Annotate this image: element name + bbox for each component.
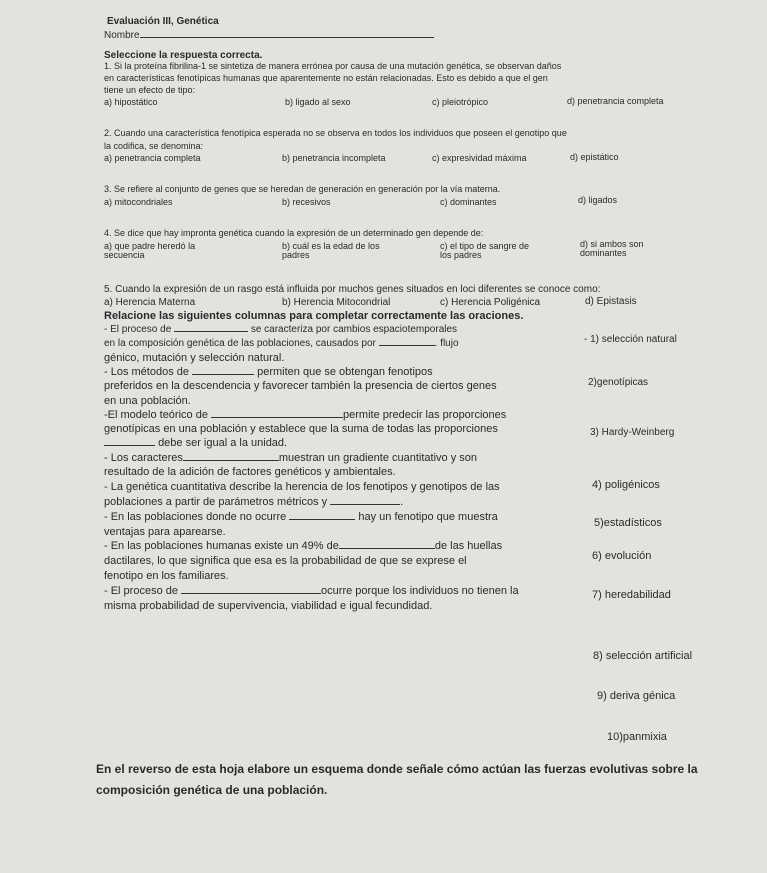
section1-heading: Seleccione la respuesta correcta. bbox=[104, 50, 263, 61]
q5-line1: 5. Cuando la expresión de un rasgo está influida por muchos genes situados en loci diferentes se conoce como: bbox=[104, 284, 601, 295]
q3-option-b[interactable]: b) recesivos bbox=[282, 197, 331, 207]
option-5: 5)estadísticos bbox=[594, 517, 662, 529]
sentence1-line2: en la composición genética de las poblaciones, causados por . flujo bbox=[104, 338, 459, 349]
sentence2-line3: en una población. bbox=[104, 395, 191, 407]
sentence3-line1: -El modelo teórico de permite predecir las proporciones bbox=[104, 409, 507, 421]
option-10: 10)panmixia bbox=[607, 731, 667, 743]
q1-line3: tiene un efecto de tipo: bbox=[104, 85, 196, 95]
q2-option-c[interactable]: c) expresividad máxima bbox=[432, 153, 527, 163]
q1-option-a[interactable]: a) hipostático bbox=[104, 97, 158, 107]
sentence6-line2: ventajas para aparearse. bbox=[104, 526, 226, 538]
option-9: 9) deriva génica bbox=[597, 690, 676, 702]
option-6: 6) evolución bbox=[592, 550, 652, 562]
sentence2-line1: - Los métodos de permiten que se obtengan fenotipos bbox=[104, 366, 433, 378]
footer-line2: composición genética de una población. bbox=[96, 783, 328, 797]
footer-line1: En el reverso de esta hoja elabore un esquema donde señale cómo actúan las fuerzas evolutivas sobre la bbox=[96, 762, 698, 776]
sentence4-blank[interactable] bbox=[183, 459, 279, 461]
sentence4-line2: resultado de la adición de factores genéticos y ambientales. bbox=[104, 466, 396, 478]
sentence8-line2: misma probabilidad de supervivencia, viabilidad e igual fecundidad. bbox=[104, 600, 433, 612]
q1-option-b[interactable]: b) ligado al sexo bbox=[285, 97, 351, 107]
option-1: - 1) selección natural bbox=[584, 334, 677, 345]
sentence2-blank[interactable] bbox=[192, 373, 254, 375]
sentence1-blank1[interactable] bbox=[174, 330, 248, 332]
q5-option-d[interactable]: d) Epistasis bbox=[585, 296, 637, 307]
sentence7-line1: - En las poblaciones humanas existe un 49% de de las huellas bbox=[104, 540, 503, 552]
q1-option-d[interactable]: d) penetrancia completa bbox=[567, 96, 664, 106]
q3-option-c[interactable]: c) dominantes bbox=[440, 197, 497, 207]
sentence5-blank[interactable] bbox=[330, 503, 400, 505]
document-title: Evaluación III, Genética bbox=[107, 16, 219, 27]
q1-option-c[interactable]: c) pleiotrópico bbox=[432, 97, 489, 107]
sentence7-line3: fenotipo en los familiares. bbox=[104, 570, 229, 582]
q3-option-a[interactable]: a) mitocondriales bbox=[104, 197, 173, 207]
sentence7-line2: dactilares, lo que significa que esa es la probabilidad de que se exprese el bbox=[104, 555, 467, 567]
q2-option-a[interactable]: a) penetrancia completa bbox=[104, 153, 201, 163]
sentence7-blank[interactable] bbox=[339, 547, 435, 549]
sentence6-line1: - En las poblaciones donde no ocurre hay un fenotipo que muestra bbox=[104, 511, 498, 523]
option-8: 8) selección artificial bbox=[593, 650, 693, 662]
sentence8-line1: - El proceso de ocurre porque los individuos no tienen la bbox=[104, 585, 519, 597]
q1-line1: 1. Si la proteína fibrilina-1 se sintetiza de manera errónea por causa de una mutación genética, se observan daños bbox=[104, 61, 562, 71]
sentence3-line3: debe ser igual a la unidad. bbox=[104, 438, 287, 449]
name-label: Nombre bbox=[104, 31, 434, 41]
sentence6-blank[interactable] bbox=[289, 518, 355, 520]
sentence3-line2: genotípicas en una población y establece que la suma de todas las proporciones bbox=[104, 423, 498, 435]
q5-option-a[interactable]: a) Herencia Materna bbox=[104, 297, 196, 308]
sentence1-blank2[interactable] bbox=[379, 344, 435, 346]
option-2: 2)genotípicas bbox=[588, 377, 649, 388]
sentence1-line3: génico, mutación y selección natural. bbox=[104, 352, 285, 364]
q5-option-c[interactable]: c) Herencia Poligénica bbox=[440, 297, 541, 308]
name-input-line[interactable] bbox=[140, 36, 434, 38]
q1-line2: en características fenotípicas humanas que aparentemente no están relacionadas. Esto es debido a que el gen bbox=[104, 73, 548, 83]
section2-heading: Relacione las siguientes columnas para completar correctamente las oraciones. bbox=[104, 310, 524, 322]
sentence4-line1: - Los caracteres muestran un gradiente cuantitativo y son bbox=[104, 452, 477, 464]
sentence5-line1: - La genética cuantitativa describe la herencia de los fenotipos y genotipos de las bbox=[104, 481, 500, 493]
sentence3-blank2[interactable] bbox=[104, 444, 155, 446]
option-7: 7) heredabilidad bbox=[592, 589, 671, 601]
sentence5-line2: poblaciones a partir de parámetros métricos y . bbox=[104, 496, 404, 508]
sentence3-blank1[interactable] bbox=[211, 416, 343, 418]
q2-option-d[interactable]: d) epistático bbox=[570, 152, 619, 162]
q3-option-d[interactable]: d) ligados bbox=[578, 195, 618, 205]
q4-option-b[interactable]: b) cuál es la edad de los padres bbox=[282, 241, 380, 260]
q2-option-b[interactable]: b) penetrancia incompleta bbox=[282, 153, 386, 163]
q2-line2: la codifica, se denomina: bbox=[104, 141, 204, 151]
q4-line1: 4. Se dice que hay impronta genética cuando la expresión de un determinado gen depende de: bbox=[104, 228, 484, 238]
sentence2-line2: preferidos en la descendencia y favorecer también la presencia de ciertos genes bbox=[104, 380, 497, 392]
q4-option-d[interactable]: d) si ambos son dominantes bbox=[580, 239, 644, 258]
option-3: 3) Hardy-Weinberg bbox=[590, 427, 675, 438]
sentence1-line1: - El proceso de se caracteriza por cambios espaciotemporales bbox=[104, 324, 458, 335]
option-4: 4) poligénicos bbox=[592, 479, 660, 491]
q5-option-b[interactable]: b) Herencia Mitocondrial bbox=[282, 297, 391, 308]
q4-option-c[interactable]: c) el tipo de sangre de los padres bbox=[440, 241, 530, 260]
q3-line1: 3. Se refiere al conjunto de genes que se heredan de generación en generación por la vía materna. bbox=[104, 184, 501, 194]
q4-option-a[interactable]: a) que padre heredó la secuencia bbox=[104, 241, 196, 260]
sentence8-blank[interactable] bbox=[181, 592, 321, 594]
q2-line1: 2. Cuando una característica fenotípica esperada no se observa en todos los individuos que poseen el genotipo que bbox=[104, 128, 567, 138]
